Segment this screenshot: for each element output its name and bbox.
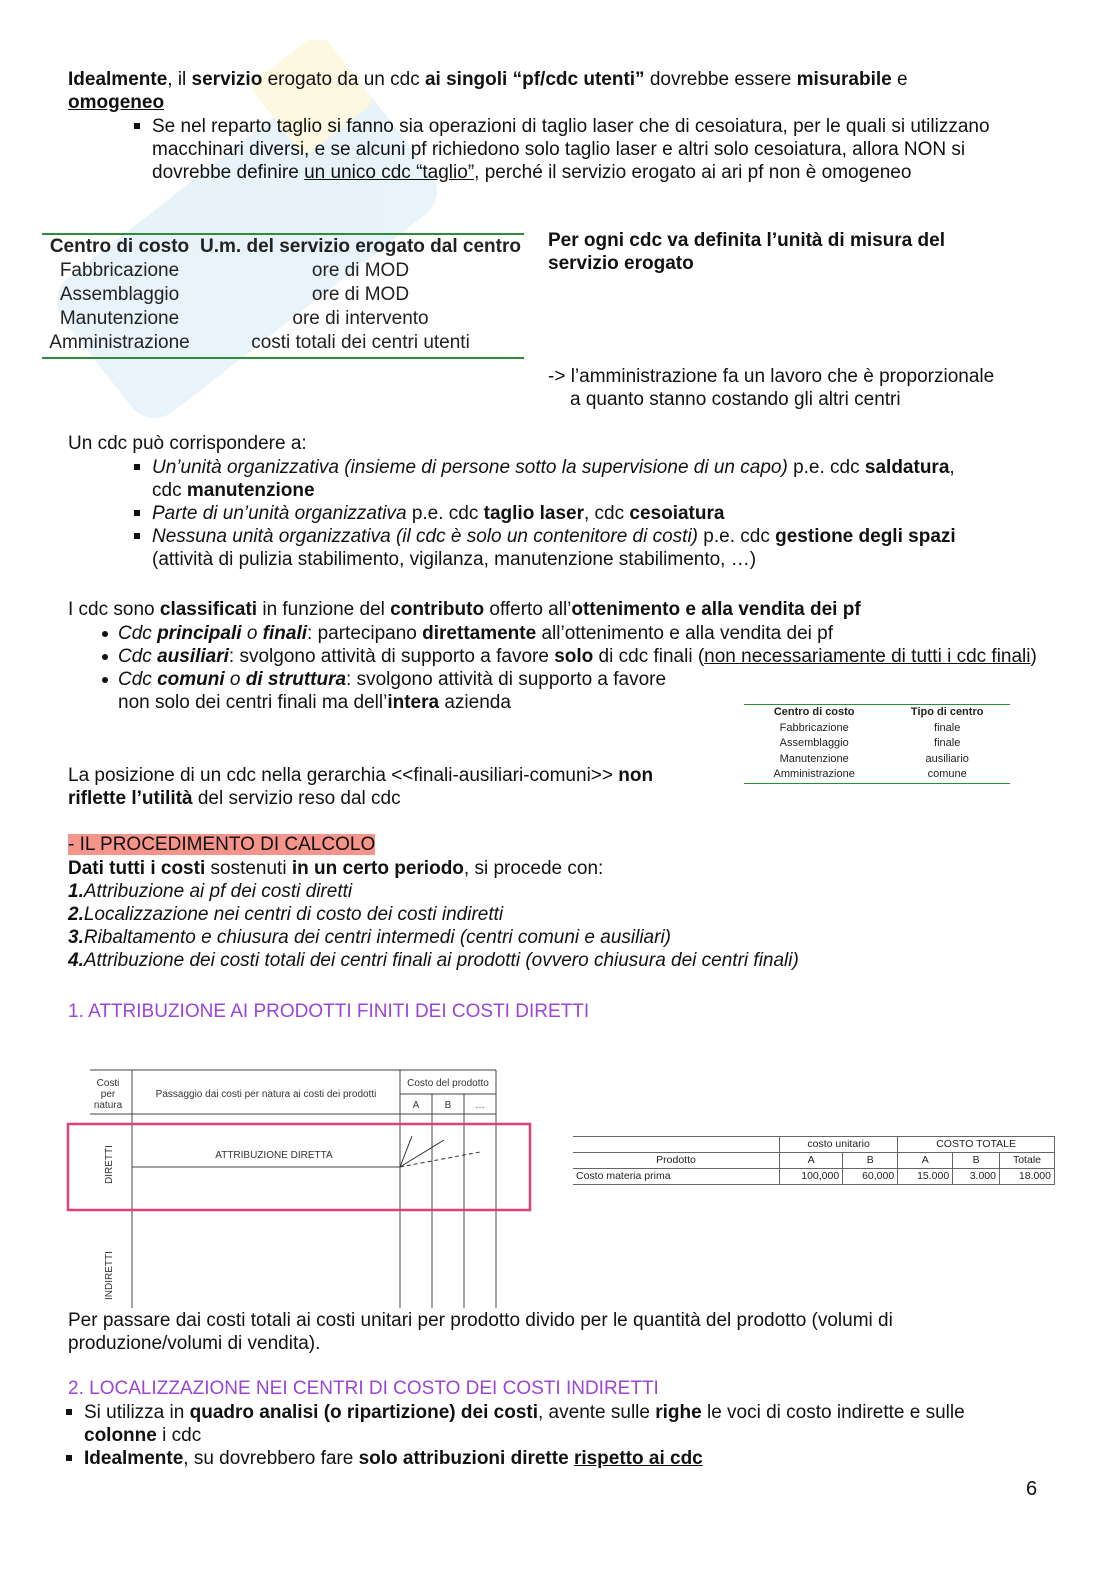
list-item: Parte di un’unità organizzativa p.e. cdc taglio laser, cdc cesoiatura [132,502,1032,525]
table-header: Tipo di centro [910,706,984,718]
procedure-heading: - IL PROCEDIMENTO DI CALCOLO [68,834,376,855]
diagram-col1-line2: per [100,1089,116,1100]
section1-heading: 1. ATTRIBUZIONE AI PRODOTTI FINITI DEI COSTI DIRETTI [68,1001,590,1022]
diagram-col3-label: Costo del prodotto [407,1078,489,1089]
list-item: Cdc ausiliari: svolgono attività di supporto a favore solo di cdc finali (non necessariamente di tutti i cdc finali) [100,645,1040,668]
list-item: Nessuna unità organizzativa (il cdc è solo un contenitore di costi) p.e. cdc gestione degli spazi (attività di pulizia stabilimento, vigilanza, manutenzione stabilimento, …) [132,525,1032,571]
section2-list [64,1401,1054,1470]
diagram-indiretti: INDIRETTI [104,1251,115,1300]
list-item: Cdc comuni o di struttura: svolgono attività di supporto a favore non solo dei centri finali ma dell’intera azienda [100,668,728,714]
list-item: Cdc principali o finali: partecipano direttamente all’ottenimento e alla vendita dei pf [100,622,1040,645]
diagram-col2-label: Passaggio dai costi per natura ai costi dei prodotti [155,1089,377,1100]
table-header: Centro di costo [49,236,190,257]
list-item: Si utilizza in quadro analisi (o ripartizione) dei costi, avente sulle righe le voci di costo indirette e sulle colonne i cdc [64,1401,1054,1447]
cdc-type-table: Centro di costo Tipo di centro Fabbricazione finale Assemblaggio finale Manutenzione ausiliario Amministrazione comune [744,704,1010,784]
table-header: Centro di costo [773,706,855,718]
list-item: Idealmente, su dovrebbero fare solo attribuzioni dirette rispetto ai cdc [64,1447,1054,1470]
diagram-dots: … [475,1100,485,1111]
unit-note: Per ogni cdc va definita l’unità di misura del servizio erogato [548,230,945,274]
classification-list [100,622,1040,714]
unit-cost-paragraph: Per passare dai costi totali ai costi unitari per prodotto divido per le quantità del prodotto (volumi di produzione/volumi di vendita). [68,1310,893,1354]
diagram-attr-label: ATTRIBUZIONE DIRETTA [215,1150,333,1161]
procedure-steps: Dati tutti i costi sostenuti in un certo periodo, si procede con: 1.Attribuzione ai pf dei costi diretti 2.Localizzazione nei centri di costo dei costi indiretti 3.Ribaltamento e chiusura dei centri intermedi (centri comuni e ausiliari) 4.Attribuzione dei costi totali dei centri finali ai prodotti (ovvero chiusura dei centri finali) [68,858,799,971]
table-row: Costo materia prima 100,000 60,000 15.000 3.000 18.000 [573,1169,1055,1185]
cdc-correspondence-intro: Un cdc può corrispondere a: [68,433,307,454]
list-item: Un’unità organizzativa (insieme di persone sotto la supervisione di un capo) p.e. cdc saldatura, cdc manutenzione [132,456,1032,502]
list-item: Se nel reparto taglio si fanno sia operazioni di taglio laser che di cesoiatura, per le quali si utilizzano macchinari diversi, e se alcuni pf richiedono solo taglio laser e altri solo cesoiatura, allora NON si dovrebbe definire un unico cdc “taglio”, perché il servizio erogato ai ari pf non è omogeneo [132,115,1012,184]
diagram-col1-line1: Costi [96,1078,120,1089]
intro-bullet-list [132,115,1012,184]
diagram-diretti: DIRETTI [104,1145,115,1184]
direct-cost-diagram [60,1064,540,1312]
cdc-unit-table: Centro di costo U.m. del servizio erogato dal centro Fabbricazione ore di MOD Assemblaggio ore di MOD Manutenzione ore di intervento Amministrazione costi totali dei centri utenti [42,233,524,359]
diagram-a: A [412,1100,420,1111]
diagram-col1-line3: natura [93,1100,123,1111]
intro-paragraph: Idealmente, il servizio erogato da un cdc ai singoli “pf/cdc utenti” dovrebbe essere misurabile e omogeneo [68,69,908,113]
diagram-b: B [444,1100,452,1111]
direct-cost-table: costo unitario COSTO TOTALE Prodotto A B A B Totale Costo materia prima 100,000 60,000 15.000 3.000 18.000 [573,1136,1055,1185]
page-number: 6 [1026,1478,1038,1500]
classification-paragraph: I cdc sono classificati in funzione del contributo offerto all’ottenimento e alla vendita dei pf [68,599,861,620]
section2-heading: 2. LOCALIZZAZIONE NEI CENTRI DI COSTO DEI COSTI INDIRETTI [68,1378,659,1399]
hierarchy-note: La posizione di un cdc nella gerarchia <<finali-ausiliari-comuni>> non riflette l’utilità del servizio reso dal cdc [68,765,654,809]
cdc-correspondence-list [132,456,1032,571]
table-header: U.m. del servizio erogato dal centro [200,236,521,257]
admin-note: -> l’amministrazione fa un lavoro che è proporzionale a quanto stanno costando gli altri centri [548,366,995,410]
